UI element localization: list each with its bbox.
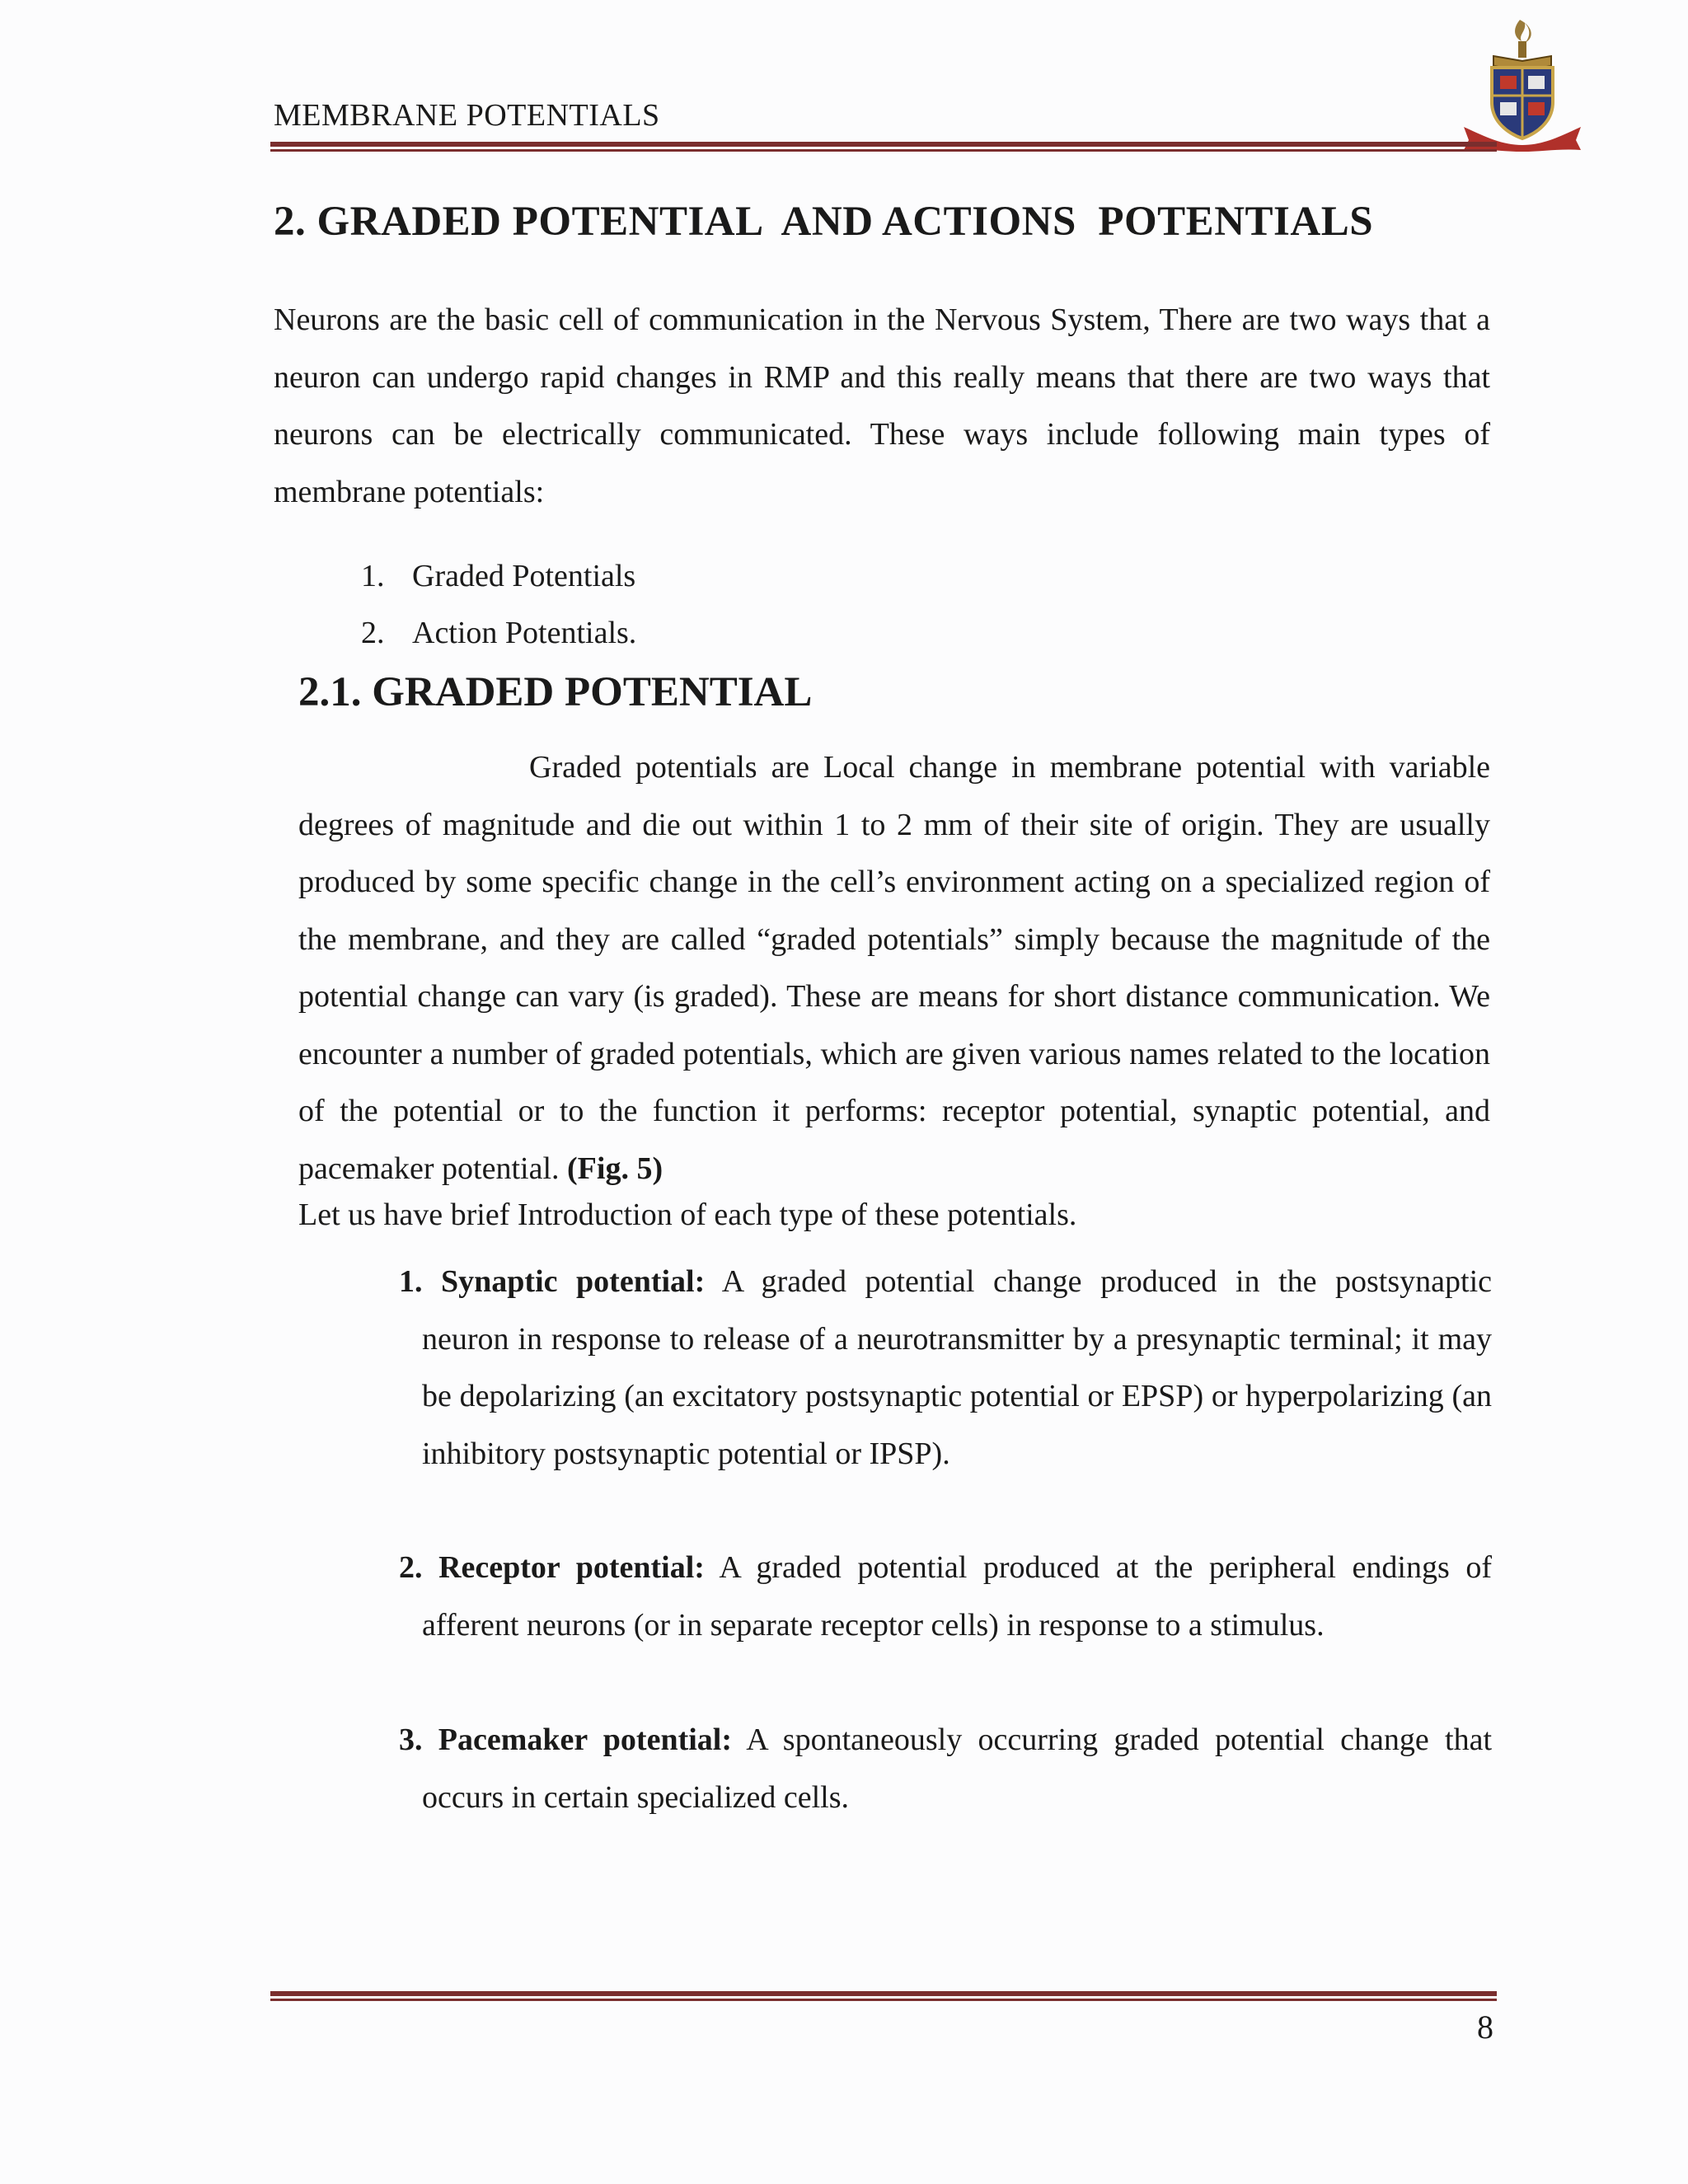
graded-paragraph <box>298 739 1490 1197</box>
page-number: 8 <box>1477 2008 1493 2046</box>
lead-in-line: Let us have brief Introduction of each type of these potentials. <box>298 1197 1077 1232</box>
definition-number: 1. <box>399 1264 423 1299</box>
definition-continuation: afferent neurons (or in separate receptor cells) in response to a stimulus. <box>422 1607 1325 1643</box>
crest-logo-icon <box>1461 13 1584 152</box>
figure-reference: (Fig. 5) <box>567 1151 663 1186</box>
definition-first-line <box>399 1254 1492 1311</box>
intro-paragraph: Neurons are the basic cell of communication in the Nervous System, There are two ways that a neuron can undergo rapid changes in RMP and this really means that there are two ways that neurons can be electrically communicated. These ways include following main types of membrane potentials: <box>274 302 1490 509</box>
footer-divider <box>270 1991 1497 2001</box>
definition-item <box>399 1540 1492 1654</box>
subsection-heading: 2.1. GRADED POTENTIAL <box>298 669 813 715</box>
definition-text: A spontaneously occurring graded potential change that <box>746 1722 1493 1757</box>
definition-first-line <box>399 1540 1492 1597</box>
definition-continuation: neuron in response to release of a neurotransmitter by a presynaptic terminal; it may be depolarizing (an excitatory postsynaptic potential or EPSP) or hyperpolarizing (an inhibitory postsynaptic potential or IPSP). <box>422 1321 1492 1471</box>
list-number: 2. <box>361 616 385 650</box>
definition-continuation: occurs in certain specialized cells. <box>422 1779 850 1815</box>
definition-item <box>399 1712 1492 1826</box>
header-divider <box>270 142 1497 152</box>
definition-number: 3. <box>399 1722 423 1757</box>
list-item <box>361 605 636 662</box>
definition-text: A graded potential produced at the peripheral endings of <box>719 1550 1492 1585</box>
definition-number: 2. <box>399 1550 423 1585</box>
list-item <box>361 548 636 605</box>
definition-item <box>399 1254 1492 1483</box>
list-label: Action Potentials. <box>412 616 637 650</box>
graded-paragraph-text: Graded potentials are Local change in membrane potential with variable degrees of magnitude and die out within 1 to 2 mm of their site of origin. They are usually produced by some specific change in the cell’s environment acting on a specialized region of the membrane, and they are called “graded potentials” simply because the magnitude of the potential change can vary (is graded). These are means for short distance communication. We encounter a number of graded potentials, which are given various names related to the location of the potential or to the function it performs: receptor potential, synaptic potential, and pacemaker potential. <box>298 750 1490 1186</box>
definition-term: Receptor potential: <box>438 1550 705 1585</box>
definition-first-line <box>399 1712 1492 1769</box>
list-label: Graded Potentials <box>412 559 636 593</box>
potential-types-list <box>361 548 636 662</box>
running-header: MEMBRANE POTENTIALS <box>274 98 660 133</box>
definition-text: A graded potential change produced in the postsynaptic <box>721 1264 1492 1299</box>
definition-term: Pacemaker potential: <box>438 1722 733 1757</box>
definition-term: Synaptic potential: <box>441 1264 706 1299</box>
list-number: 1. <box>361 559 385 593</box>
section-heading: 2. GRADED POTENTIAL AND ACTIONS POTENTIALS <box>274 199 1374 245</box>
